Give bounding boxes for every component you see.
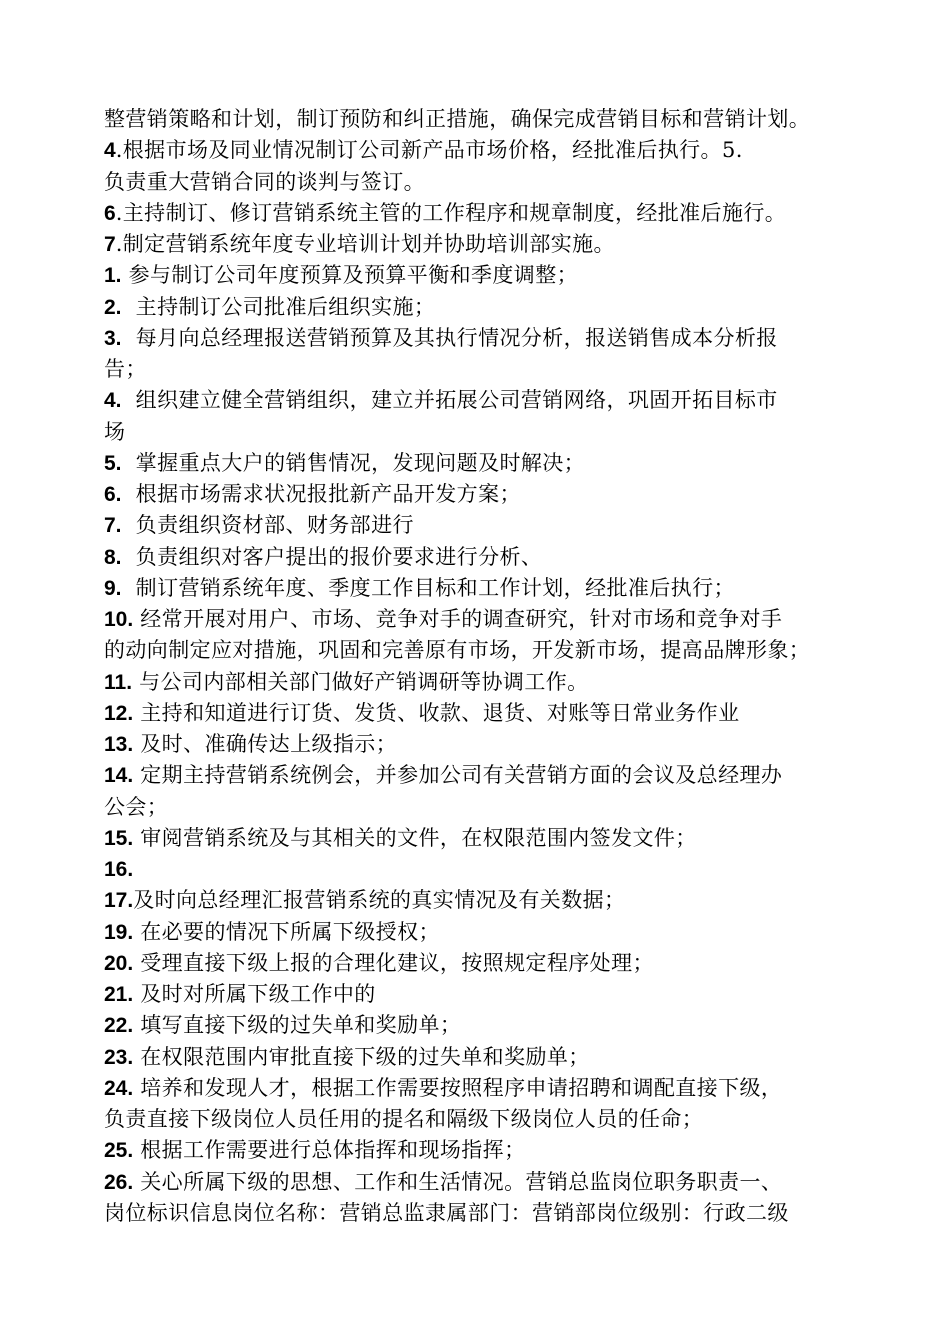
text-line [104, 979, 904, 1010]
item-number: 19. [104, 920, 134, 944]
text-line [104, 292, 904, 323]
line-text: 的动向制定应对措施，巩固和完善原有市场，开发新市场，提高品牌形象； [104, 638, 811, 663]
text-line [104, 917, 904, 948]
line-text: 公会； [104, 794, 169, 819]
text-line [104, 1010, 904, 1041]
text-line [104, 104, 904, 135]
line-text: 关心所属下级的思想、工作和生活情况。营销总监岗位职务职责一、 [133, 1169, 783, 1194]
line-text: 参与制订公司年度预算及预算平衡和季度调整； [121, 263, 578, 288]
item-number: 22. [104, 1014, 134, 1038]
text-line [104, 542, 904, 573]
text-line [104, 698, 904, 729]
text-line [104, 729, 904, 760]
line-text: 掌握重点大户的销售情况，发现问题及时解决； [121, 450, 586, 475]
item-number: 10. [104, 608, 134, 631]
text-line [104, 604, 904, 635]
item-number: 25. [104, 1139, 134, 1163]
line-text: 根据市场需求状况报批新产品开发方案； [121, 482, 521, 506]
line-text: 负责重大营销合同的谈判与签订。 [104, 169, 425, 194]
line-text: 每月向总经理报送营销预算及其执行情况分析，报送销售成本分析报 [121, 325, 778, 350]
text-line [104, 854, 904, 885]
item-number: 17. [104, 889, 134, 913]
text-line [104, 1073, 904, 1104]
item-number: 7 [104, 233, 116, 256]
line-text: 负责直接下级岗位人员任用的提名和隔级下级岗位人员的任命； [104, 1107, 704, 1131]
item-number: 1. [104, 264, 122, 288]
line-text: 培养和发现人才，根据工作需要按照程序申请招聘和调配直接下级， [133, 1075, 783, 1100]
line-text: 岗位标识信息岗位名称：营销总监隶属部门：营销部岗位级别：行政二级 [104, 1200, 789, 1225]
text-line [104, 823, 904, 854]
text-line [104, 1167, 904, 1198]
line-text: 组织建立健全营销组织，建立并拓展公司营销网络，巩固开拓目标市 [121, 388, 778, 413]
line-text: 填写直接下级的过失单和奖励单； [133, 1013, 462, 1038]
text-line [104, 323, 904, 354]
text-line [104, 573, 904, 604]
item-number: 24. [104, 1076, 134, 1100]
text-line [104, 667, 904, 698]
text-line [104, 198, 904, 229]
text-line [104, 948, 904, 979]
line-text: 负责组织资材部、财务部进行 [121, 513, 414, 538]
text-line [104, 760, 904, 791]
text-line [104, 510, 904, 541]
line-text: 及时向总经理汇报营销系统的真实情况及有关数据； [133, 888, 626, 913]
item-number: 14. [104, 764, 134, 788]
text-line [104, 229, 904, 260]
line-text: 与公司内部相关部门做好产销调研等协调工作。 [132, 669, 589, 694]
item-number: 21. [104, 983, 134, 1006]
item-number: 13. [104, 733, 134, 756]
text-line [104, 1198, 904, 1229]
item-number: 5. [104, 451, 122, 475]
text-line [104, 479, 904, 510]
item-number: 16. [104, 858, 134, 881]
line-text: 主持制订公司批准后组织实施； [121, 294, 436, 319]
item-number: 7. [104, 514, 122, 538]
item-number: 9. [104, 576, 122, 600]
line-text: 主持和知道进行订货、发货、收款、退货、对账等日常业务作业 [133, 700, 740, 725]
item-number: 26. [104, 1170, 134, 1194]
text-line [104, 135, 904, 166]
text-line [104, 1104, 904, 1135]
item-number: 4. [104, 389, 122, 413]
item-number: 6. [104, 483, 122, 506]
text-line [104, 354, 904, 385]
item-number: 23. [104, 1045, 134, 1069]
item-number: 6 [104, 201, 116, 225]
text-line [104, 635, 904, 666]
line-text: 制订营销系统年度、季度工作目标和工作计划，经批准后执行； [121, 575, 735, 600]
line-text: 定期主持营销系统例会，并参加公司有关营销方面的会议及总经理办 [133, 763, 783, 788]
line-text: 场 [104, 419, 126, 444]
line-text: 在必要的情况下所属下级授权； [133, 919, 440, 944]
line-text: 审阅营销系统及与其相关的文件，在权限范围内签发文件； [133, 825, 697, 850]
item-number: 8. [104, 545, 122, 569]
line-text: 在权限范围内审批直接下级的过失单和奖励单； [133, 1044, 590, 1069]
text-line [104, 1135, 904, 1166]
line-text: 负责组织对客户提出的报价要求进行分析、 [121, 544, 543, 569]
line-text: 整营销策略和计划，制订预防和纠正措施，确保完成营销目标和营销计划。 [104, 107, 811, 131]
text-line [104, 417, 904, 448]
item-number: 2. [104, 295, 122, 319]
item-number: 20. [104, 951, 134, 975]
text-line [104, 792, 904, 823]
line-text: 及时对所属下级工作中的 [133, 982, 376, 1006]
line-text: 受理直接下级上报的合理化建议，按照规定程序处理； [133, 950, 654, 975]
line-text: .制定营销系统年度专业培训计划并协助培训部实施。 [115, 232, 615, 256]
item-number: 15. [104, 826, 134, 850]
line-text: 根据工作需要进行总体指挥和现场指挥； [133, 1138, 526, 1163]
line-text: .根据市场及同业情况制订公司新产品市场价格，经批准后执行。5. [115, 138, 743, 163]
line-text: 经常开展对用户、市场、竞争对手的调查研究，针对市场和竞争对手 [133, 607, 783, 631]
item-number: 4 [104, 139, 116, 163]
text-line [104, 1042, 904, 1073]
item-number: 12. [104, 701, 134, 725]
text-line [104, 260, 904, 291]
line-text: 及时、准确传达上级指示； [133, 732, 398, 756]
document-body [104, 104, 904, 1229]
item-number: 11. [104, 670, 133, 694]
text-line [104, 448, 904, 479]
text-line [104, 385, 904, 416]
line-text: 告； [104, 357, 147, 381]
item-number: 3. [104, 326, 122, 350]
line-text: .主持制订、修订营销系统主管的工作程序和规章制度，经批准后施行。 [115, 200, 787, 225]
text-line [104, 885, 904, 916]
text-line [104, 167, 904, 198]
